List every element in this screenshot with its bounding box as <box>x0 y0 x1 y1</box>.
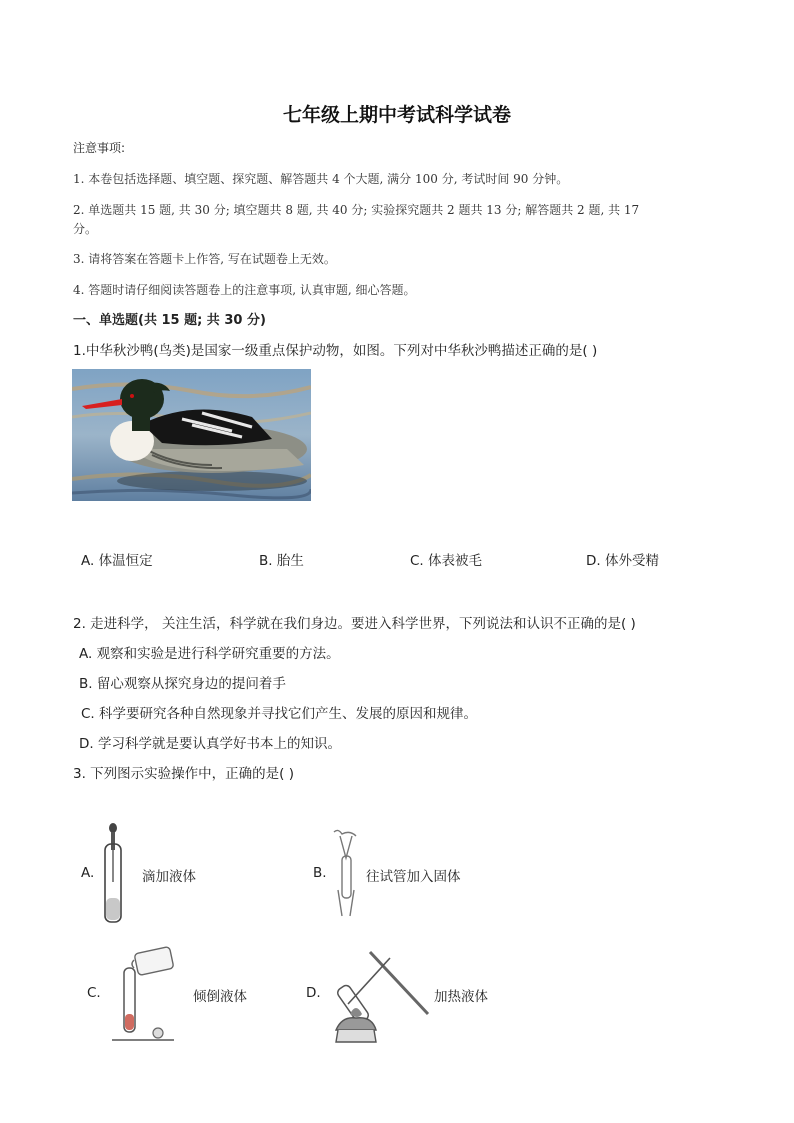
dropper-test-tube-illustration <box>96 822 130 924</box>
note-item-2: 2. 单选题共 15 题, 共 30 分; 填空题共 8 题, 共 40 分; 实验探究题共 2 题共 13 分; 解答题共 2 题, 共 17 <box>73 203 640 217</box>
q3-option-a-letter[interactable]: A. <box>81 865 95 881</box>
tweezers-test-tube-illustration <box>328 828 364 920</box>
q2-option-c[interactable]: C. 科学要研究各种自然现象并寻找它们产生、发展的原因和规律。 <box>81 706 478 722</box>
q3-option-b-letter[interactable]: B. <box>313 865 327 881</box>
note-item-3: 3. 请将答案在答题卡上作答, 写在试题卷上无效。 <box>73 252 336 266</box>
q1-option-a[interactable]: A. 体温恒定 <box>81 553 153 569</box>
q2-option-d[interactable]: D. 学习科学就是要认真学好书本上的知识。 <box>79 736 341 752</box>
notes-heading: 注意事项: <box>73 141 126 155</box>
q2-option-a[interactable]: A. 观察和实验是进行科学研究重要的方法。 <box>79 646 340 662</box>
note-item-4: 4. 答题时请仔细阅读答题卷上的注意事项, 认真审题, 细心答题。 <box>73 283 416 297</box>
exam-title: 七年级上期中考试科学试卷 <box>282 104 511 126</box>
q1-option-c[interactable]: C. 体表被毛 <box>410 553 483 569</box>
q3-option-c-label: 倾倒液体 <box>193 989 247 1005</box>
question-1-stem: 1.中华秋沙鸭(鸟类)是国家一级重点保护动物，如图。下列对中华秋沙鸭描述正确的是( ) <box>73 343 598 359</box>
note-item-2-cont: 分。 <box>73 222 98 236</box>
q3-option-d-label: 加热液体 <box>434 989 488 1005</box>
q3-option-d-letter[interactable]: D. <box>306 985 321 1001</box>
q3-option-b-label: 往试管加入固体 <box>366 869 461 885</box>
question-3-stem: 3. 下列图示实验操作中，正确的是( ) <box>73 766 294 782</box>
q1-option-b[interactable]: B. 胎生 <box>259 553 304 569</box>
note-item-1: 1. 本卷包括选择题、填空题、探究题、解答题共 4 个大题, 满分 100 分, 考试时间 90 分钟。 <box>73 172 569 186</box>
q3-option-a-label: 滴加液体 <box>142 869 196 885</box>
q2-option-b[interactable]: B. 留心观察从探究身边的提问着手 <box>79 676 286 692</box>
merganser-photo <box>72 369 311 501</box>
section-heading-single-choice: 一、单选题(共 15 题; 共 30 分) <box>73 313 266 328</box>
pouring-liquid-illustration <box>112 944 178 1044</box>
question-2-stem: 2. 走进科学， 关注生活，科学就在我们身边。要进入科学世界，下列说法和认识不正确的是( ) <box>73 616 636 632</box>
heating-liquid-illustration <box>328 944 432 1048</box>
q3-option-c-letter[interactable]: C. <box>87 985 101 1001</box>
q1-option-d[interactable]: D. 体外受精 <box>586 553 659 569</box>
